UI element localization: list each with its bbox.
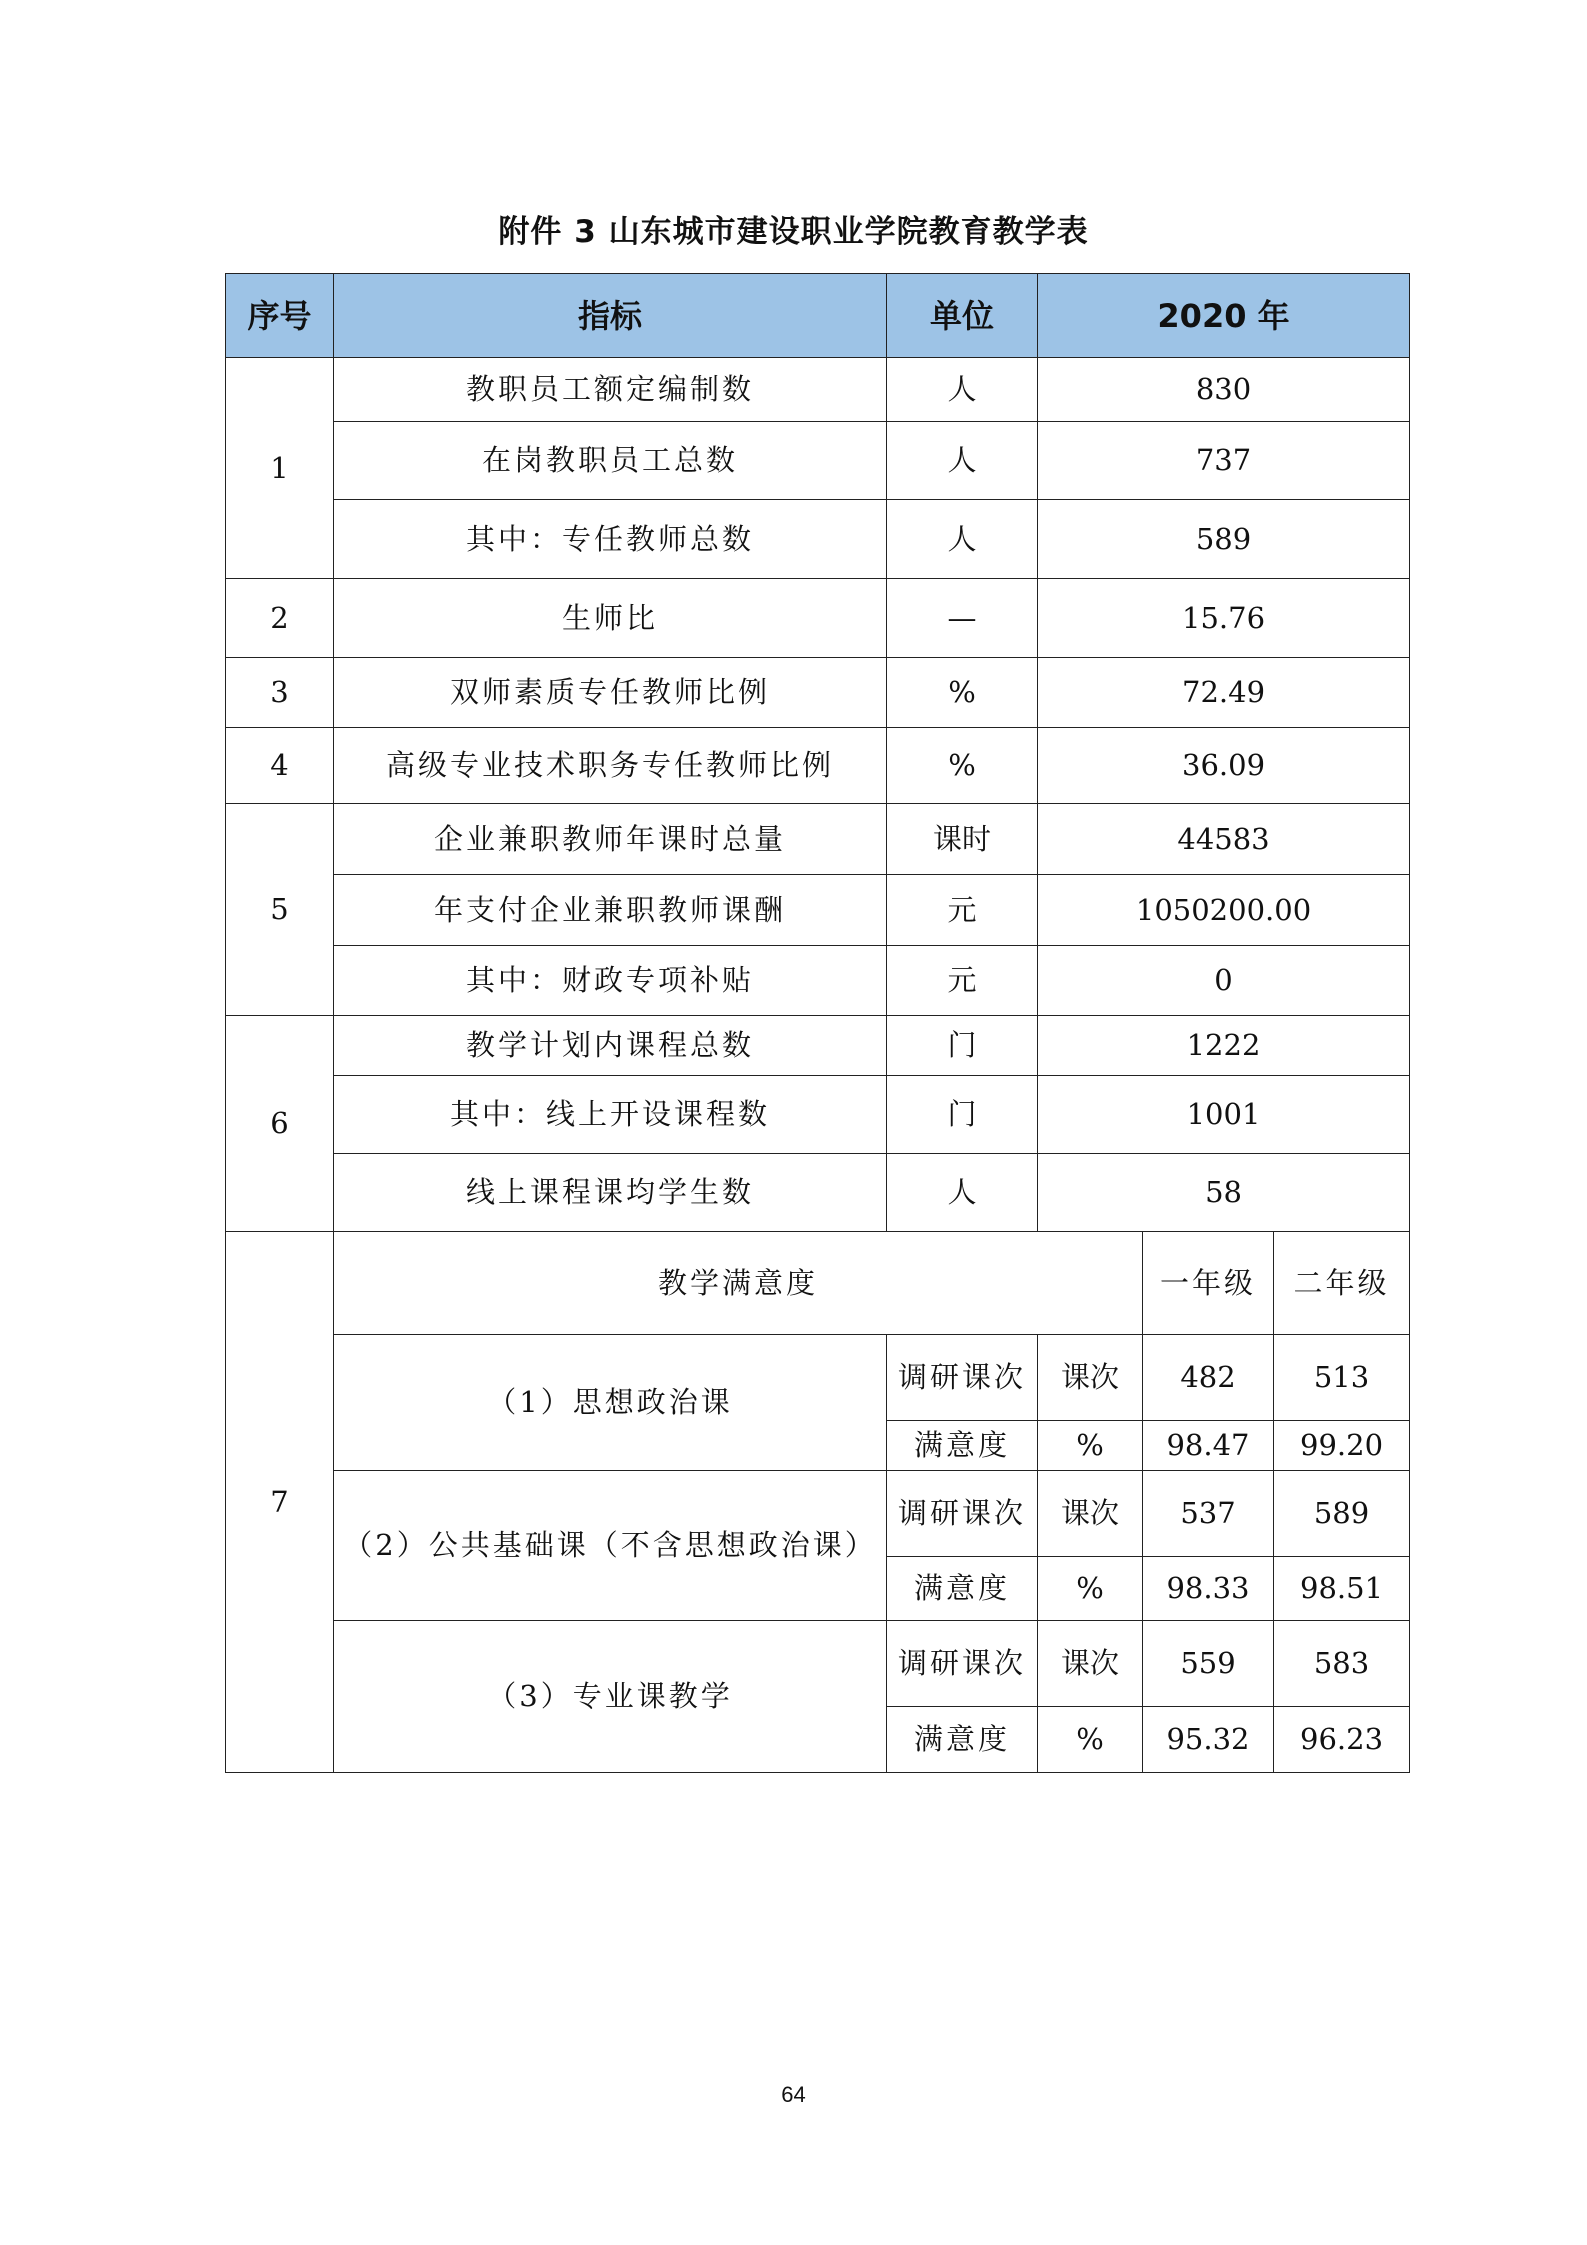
course-name: （3）专业课教学	[334, 1621, 887, 1773]
grade-1-value: 98.33	[1143, 1557, 1274, 1621]
row-value: 1222	[1038, 1016, 1410, 1076]
row-indicator: 线上课程课均学生数	[334, 1154, 887, 1232]
grade-2-value: 99.20	[1274, 1421, 1410, 1471]
grade-2-value: 96.23	[1274, 1707, 1410, 1773]
row-indicator: 生师比	[334, 579, 887, 658]
row-value: 589	[1038, 500, 1410, 579]
row-value: 1001	[1038, 1076, 1410, 1154]
survey-unit: 课次	[1038, 1621, 1143, 1707]
satisfaction-label: 教学满意度	[334, 1232, 1143, 1335]
row-indicator: 在岗教职员工总数	[334, 422, 887, 500]
row-indicator: 年支付企业兼职教师课酬	[334, 875, 887, 946]
grade-1-value: 98.47	[1143, 1421, 1274, 1471]
grade-2-header: 二年级	[1274, 1232, 1410, 1335]
table-row	[226, 875, 1410, 946]
page-number: 64	[781, 2082, 806, 2107]
row-seq: 2	[226, 579, 334, 658]
table-row	[226, 728, 1410, 804]
row-indicator: 教职员工额定编制数	[334, 358, 887, 422]
row-unit: 门	[887, 1016, 1038, 1076]
survey-unit: 课次	[1038, 1471, 1143, 1557]
rate-unit: %	[1038, 1557, 1143, 1621]
row-indicator: 其中：专任教师总数	[334, 500, 887, 579]
row-seq: 6	[226, 1016, 334, 1232]
row-indicator: 双师素质专任教师比例	[334, 658, 887, 728]
table-row	[226, 1016, 1410, 1076]
table-row	[226, 358, 1410, 422]
table-row	[226, 1076, 1410, 1154]
row-value: 737	[1038, 422, 1410, 500]
row-indicator: 其中：财政专项补贴	[334, 946, 887, 1016]
header-year: 2020 年	[1038, 274, 1410, 358]
header-unit: 单位	[887, 274, 1038, 358]
row-value: 72.49	[1038, 658, 1410, 728]
table-row	[226, 804, 1410, 875]
row-indicator: 其中：线上开设课程数	[334, 1076, 887, 1154]
rate-unit: %	[1038, 1707, 1143, 1773]
row-indicator: 教学计划内课程总数	[334, 1016, 887, 1076]
satisfaction-header-row	[226, 1232, 1410, 1335]
grade-2-value: 513	[1274, 1335, 1410, 1421]
row-seq: 7	[226, 1232, 334, 1773]
header-indicator: 指标	[334, 274, 887, 358]
rate-label: 满意度	[887, 1557, 1038, 1621]
grade-1-header: 一年级	[1143, 1232, 1274, 1335]
course-name: （1）思想政治课	[334, 1335, 887, 1471]
row-unit: %	[887, 728, 1038, 804]
rate-label: 满意度	[887, 1421, 1038, 1471]
table-row	[226, 946, 1410, 1016]
row-unit: 课时	[887, 804, 1038, 875]
table-row	[226, 658, 1410, 728]
row-value: 15.76	[1038, 579, 1410, 658]
grade-2-value: 98.51	[1274, 1557, 1410, 1621]
row-seq: 1	[226, 358, 334, 579]
grade-1-value: 482	[1143, 1335, 1274, 1421]
grade-1-value: 95.32	[1143, 1707, 1274, 1773]
row-unit: 人	[887, 1154, 1038, 1232]
row-value: 830	[1038, 358, 1410, 422]
education-table	[225, 273, 1410, 1773]
grade-1-value: 559	[1143, 1621, 1274, 1707]
row-unit: 人	[887, 358, 1038, 422]
row-seq: 5	[226, 804, 334, 1016]
grade-1-value: 537	[1143, 1471, 1274, 1557]
rate-label: 满意度	[887, 1707, 1038, 1773]
row-indicator: 高级专业技术职务专任教师比例	[334, 728, 887, 804]
row-unit: 元	[887, 875, 1038, 946]
table-header-row	[226, 274, 1410, 358]
table-row	[226, 422, 1410, 500]
table-row	[226, 500, 1410, 579]
row-unit: 人	[887, 422, 1038, 500]
grade-2-value: 589	[1274, 1471, 1410, 1557]
row-value: 36.09	[1038, 728, 1410, 804]
survey-row	[226, 1335, 1410, 1421]
survey-label: 调研课次	[887, 1621, 1038, 1707]
survey-unit: 课次	[1038, 1335, 1143, 1421]
row-value: 44583	[1038, 804, 1410, 875]
row-unit: —	[887, 579, 1038, 658]
row-unit: %	[887, 658, 1038, 728]
row-seq: 4	[226, 728, 334, 804]
row-unit: 元	[887, 946, 1038, 1016]
row-indicator: 企业兼职教师年课时总量	[334, 804, 887, 875]
course-name: （2）公共基础课（不含思想政治课）	[334, 1471, 887, 1621]
row-value: 0	[1038, 946, 1410, 1016]
row-value: 58	[1038, 1154, 1410, 1232]
document-title: 附件 3 山东城市建设职业学院教育教学表	[498, 214, 1089, 250]
table-row	[226, 1154, 1410, 1232]
rate-unit: %	[1038, 1421, 1143, 1471]
grade-2-value: 583	[1274, 1621, 1410, 1707]
row-seq: 3	[226, 658, 334, 728]
survey-label: 调研课次	[887, 1471, 1038, 1557]
table-row	[226, 579, 1410, 658]
row-value: 1050200.00	[1038, 875, 1410, 946]
survey-row	[226, 1471, 1410, 1557]
row-unit: 人	[887, 500, 1038, 579]
row-unit: 门	[887, 1076, 1038, 1154]
survey-row	[226, 1621, 1410, 1707]
survey-label: 调研课次	[887, 1335, 1038, 1421]
header-seq: 序号	[226, 274, 334, 358]
